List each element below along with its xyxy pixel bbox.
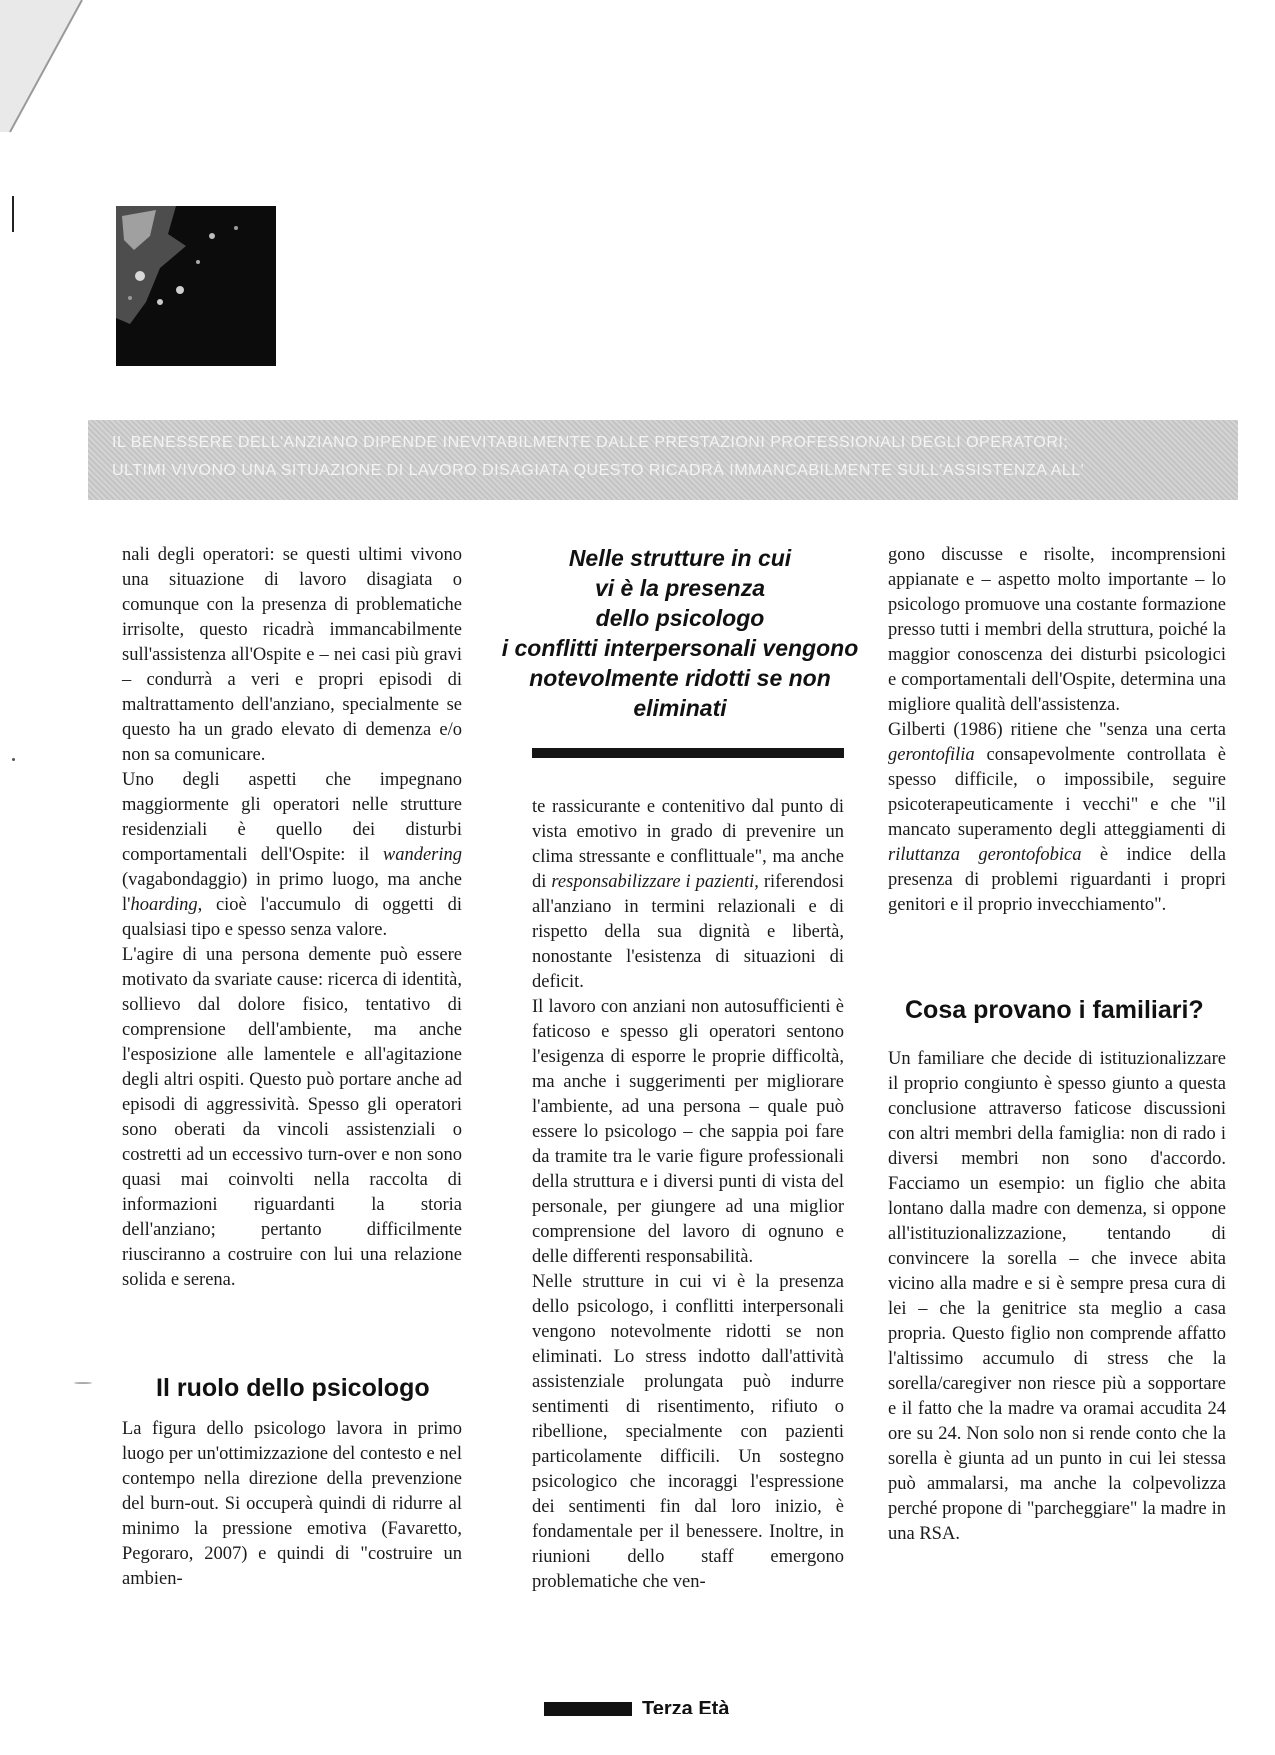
italic-term: hoarding xyxy=(130,895,198,915)
pull-quote-rule xyxy=(532,748,844,758)
scan-dot xyxy=(12,758,15,761)
italic-term: wandering xyxy=(382,845,462,865)
middle-paragraph-3: Nelle strutture in cui vi è la presenza dello psicologo, i conflitti interpersonali vengono notevolmente ridotti se non eliminati. Lo stress indotto dall'attività assistenziale prolungata può indurre sentimenti di risentimento, rifiuto o ribellione, specialmente con pazienti particolamente difficili. Un sostegno psicologico che incoraggi l'espressione dei sentimenti fin dal loro inizio, è fondamentale per il benessere. Inoltre, in riunioni dello staff emergono problematiche che ven- xyxy=(532,1272,844,1592)
text-run: , cioè l'accumulo di oggetti di qualsiasi tipo e spesso senza valore. xyxy=(122,895,462,940)
footer-logo-block xyxy=(544,1702,632,1716)
text-run: Gilberti (1986) ritiene che "senza una certa xyxy=(888,720,1226,740)
pull-quote xyxy=(500,543,860,723)
banner-line-2: ULTIMI VIVONO UNA SITUAZIONE DI LAVORO DISAGIATA QUESTO RICADRÀ IMMANCABILMENTE SULL'ASSISTENZA ALL' xyxy=(112,462,1085,479)
right-paragraph-2 xyxy=(888,718,1226,918)
left-paragraph-4: La figura dello psicologo lavora in primo luogo per un'ottimizzazione del contesto e nel contempo nella direzione della prevenzione del burn-out. Si occuperà quindi di ridurre al minimo la pressione emotiva (Favaretto, Pegoraro, 2007) e quindi di "costruire un ambien- xyxy=(122,1419,462,1589)
left-paragraph-2 xyxy=(122,768,462,943)
left-paragraph-3: L'agire di una persona demente può essere motivato da svariate cause: ricerca di identità, sollievo dal dolore fisico, tentativo di comprensione dell'ambiente, ma anche l'esposizione alle lamentele e all'agitazione degli altri ospiti. Questo può portare anche ad episodi di aggressività. Spesso gli operatori sono oberati da vincoli assistenziali o costretti ad un eccessivo turn-over e non sono quasi mai coinvolti nella raccolta di informazioni riguardanti la storia dell'anziano; pertanto difficilmente riusciranno a costruire con lui una relazione solida e serena. xyxy=(122,945,462,1290)
footer-magazine-name: Terza Età xyxy=(642,1698,730,1714)
text-run: Uno degli aspetti che impegnano maggiormente gli operatori nelle strutture residenziali è quello dei disturbi comportamentali dell'Ospite: il xyxy=(122,770,462,865)
pull-quote-line-3: dello psicologo xyxy=(595,605,765,631)
page-corner-fold xyxy=(0,0,90,140)
right-paragraph-3: Un familiare che decide di istituzionalizzare il proprio congiunto è spesso giunto a questa conclusione attraverso faticose discussioni con altri membri della famiglia: non di rado i diversi membri non sono d'accordo. Facciamo un esempio: un figlio che abita lontano dalla madre con demenza, si oppone all'istituzionalizzazione, tentando di convincere la sorella – che invece abita vicino alla madre e si è sempre presa cura di lei – che la genitrice sta meglio a casa propria. Questo figlio non comprende affatto l'altissimo accumulo di stress che la sorella/caregiver non riesce più a sopportare e il fatto che la madre va oramai accudita 24 ore su 24. Non solo non si rende conto che la sorella è giunta ad un punto in cui lei stessa può ammalarsi, ma anche la colpevolizza perché propone di "parcheggiare" la madre in una RSA. xyxy=(888,1049,1226,1544)
italic-term: gerontofilia xyxy=(888,745,975,765)
right-paragraph-1: gono discusse e risolte, incomprensioni appianate e – aspetto molto importante – lo psicologo promuove una costante formazione presso tutti i membri della struttura, poiché la maggior conoscenza dei disturbi psicologici e comportamentali dell'Ospite, determina una migliore qualità dell'assistenza. xyxy=(888,545,1226,715)
pull-quote-line-4: i conflitti interpersonali vengono notevolmente ridotti se non eliminati xyxy=(501,635,859,721)
caption-banner xyxy=(88,420,1238,500)
photo-thumbnail xyxy=(116,206,276,366)
pull-quote-line-2: vi è la presenza xyxy=(594,575,766,601)
scan-mark xyxy=(74,1382,92,1384)
left-column-lower xyxy=(122,1417,462,1592)
italic-term: riluttanza gerontofobica xyxy=(888,845,1082,865)
text-run: è indice della presenza di problemi riguardanti i propri genitori e il proprio invecchiamento". xyxy=(888,845,1226,915)
left-column xyxy=(122,543,462,1293)
right-column xyxy=(888,543,1226,918)
text-run: te rassicurante e contenitivo dal punto di vista emotivo in grado di prevenire un clima stressante e conflittuale", ma anche di xyxy=(532,797,844,892)
middle-paragraph-1 xyxy=(532,795,844,995)
pull-quote-line-1: Nelle strutture in cui xyxy=(568,545,792,571)
left-paragraph-1: nali degli operatori: se questi ultimi vivono una situazione di lavoro disagiata o comunque con la presenza di problematiche irrisolte, questo ricadrà immancabilmente sull'assistenza all'Ospite e – nei casi più gravi – condurrà a veri e propri episodi di maltrattamento dell'anziano, specialmente se questo ha un grado elevato di demenza e/o non sa comunicare. xyxy=(122,545,462,765)
margin-mark xyxy=(12,196,14,232)
text-run: (vagabondaggio) in primo luogo, ma anche l' xyxy=(122,870,462,915)
right-column-lower xyxy=(888,1047,1226,1547)
text-run: consapevolmente controllata è spesso difficile, o impossibile, seguire psicoterapeuticamente i vecchi" e che "il mancato superamento degli atteggiamenti di xyxy=(888,745,1226,840)
middle-column xyxy=(532,795,844,1595)
banner-line-1: IL BENESSERE DELL'ANZIANO DIPENDE INEVITABILMENTE DALLE PRESTAZIONI PROFESSIONALI DEGLI OPERATORI; xyxy=(112,434,1069,451)
italic-term: responsabilizzare i pazienti xyxy=(551,872,755,892)
text-run: , riferendosi all'anziano in termini relazionali e di rispetto della sua dignità e libertà, nonostante l'esistenza di situazioni di deficit. xyxy=(532,872,845,992)
section-heading-familiari: Cosa provano i familiari? xyxy=(905,996,1204,1024)
middle-paragraph-2: Il lavoro con anziani non autosufficienti è faticoso e spesso gli operatori sentono l'esigenza di esporre le proprie difficoltà, ma anche i suggerimenti per migliorare l'ambiente, ad una persona – quale può essere lo psicologo – che sappia poi fare da tramite tra le varie figure professionali della struttura e i diversi punti di vista del personale, per giungere ad una miglior comprensione del lavoro di ognuno e delle differenti responsabilità. xyxy=(532,997,844,1267)
section-heading-psicologo: Il ruolo dello psicologo xyxy=(156,1374,430,1402)
